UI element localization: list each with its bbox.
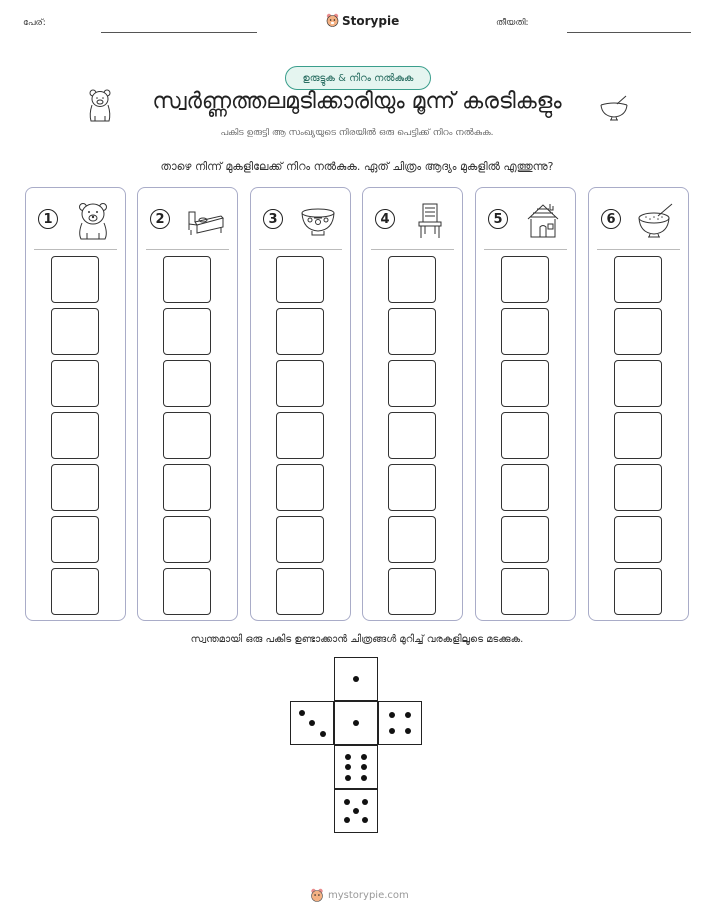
color-box[interactable] [388,516,436,563]
column-header [484,200,570,240]
date-field[interactable] [567,32,691,33]
die-pip [345,754,351,760]
color-box[interactable] [276,256,324,303]
die-pip [345,764,351,770]
fold-instruction: സ്വന്തമായി ഒരു പകിട ഉണ്ടാക്കാൻ ചിത്രങ്ങൾ മുറിച്ച് വരകളിലൂടെ മടക്കുക. [190,634,524,645]
color-box[interactable] [501,516,549,563]
column-number: 6 [601,209,621,229]
die-pip [389,728,395,734]
color-box[interactable] [388,568,436,615]
activity-tag: ഉരുട്ടുക & നിറം നൽകുക [285,66,431,90]
column-header [259,200,345,240]
color-box[interactable] [614,308,662,355]
color-box[interactable] [51,308,99,355]
color-box[interactable] [388,256,436,303]
die-face-4 [378,701,422,745]
column-divider [597,249,680,250]
bear-mascot-icon [310,888,324,903]
column-1 [25,187,126,621]
die-pip [405,728,411,734]
color-box[interactable] [614,256,662,303]
color-box[interactable] [51,360,99,407]
color-box[interactable] [51,464,99,511]
column-header [146,200,232,240]
bear-mascot-icon [326,13,339,28]
die-pip [353,808,359,814]
color-box[interactable] [163,308,211,355]
color-box[interactable] [388,308,436,355]
color-box[interactable] [501,464,549,511]
footer-site: mystorypie.com [328,890,409,901]
color-box[interactable] [163,256,211,303]
bowl-icon [297,200,339,240]
column-4 [362,187,463,621]
die-pip [309,720,315,726]
column-3 [250,187,351,621]
column-number: 2 [150,209,170,229]
chair-icon [409,200,451,240]
footer [310,888,409,903]
cottage-icon [522,200,564,240]
color-box[interactable] [614,516,662,563]
color-box[interactable] [388,464,436,511]
die-face-6 [334,745,378,789]
porridge-icon [635,200,677,240]
bear-icon [72,200,114,240]
die-face-1 [334,657,378,701]
color-box[interactable] [51,516,99,563]
die-pip [320,731,326,737]
die-pip [353,720,359,726]
color-box[interactable] [276,464,324,511]
name-label: പേര്: [23,18,46,28]
storypie-logo [326,13,399,28]
date-label: തീയതി: [496,18,529,28]
column-number: 1 [38,209,58,229]
color-box[interactable] [501,412,549,459]
color-box[interactable] [163,516,211,563]
column-number: 5 [488,209,508,229]
color-box[interactable] [501,308,549,355]
die-pip [299,710,305,716]
color-box[interactable] [388,412,436,459]
column-divider [146,249,229,250]
color-box[interactable] [276,360,324,407]
color-box[interactable] [501,360,549,407]
color-box[interactable] [614,412,662,459]
color-box[interactable] [163,568,211,615]
color-box[interactable] [51,412,99,459]
color-box[interactable] [163,464,211,511]
color-box[interactable] [51,568,99,615]
die-pip [389,712,395,718]
column-divider [484,249,567,250]
column-header [597,200,683,240]
bed-icon [184,200,226,240]
die-pip [361,764,367,770]
column-header [34,200,120,240]
color-box[interactable] [276,412,324,459]
logo-text: Storypie [342,13,400,28]
color-box[interactable] [388,360,436,407]
color-box[interactable] [276,308,324,355]
column-5 [475,187,576,621]
die-pip [353,676,359,682]
subtitle: പകിട ഉരുട്ടി ആ സംഖ്യയുടെ നിരയിൽ ഒരു പെട്ടിക്ക് നിറം നൽകുക. [220,128,494,138]
color-box[interactable] [614,464,662,511]
color-box[interactable] [276,568,324,615]
color-box[interactable] [276,516,324,563]
die-pip [344,817,350,823]
column-divider [34,249,117,250]
column-2 [137,187,238,621]
bear-icon [86,88,114,124]
color-box[interactable] [163,360,211,407]
die-pip [362,799,368,805]
color-box[interactable] [501,256,549,303]
column-6 [588,187,689,621]
die-face-3 [290,701,334,745]
die-pip [405,712,411,718]
die-face-5 [334,789,378,833]
die-pip [345,775,351,781]
die-face-1 [334,701,378,745]
column-number: 3 [263,209,283,229]
instruction: താഴെ നിന്ന് മുകളിലേക്ക് നിറം നൽകുക. ഏത് ചിത്രം ആദ്യം മുകളിൽ എത്തുന്നു? [160,160,554,173]
color-box[interactable] [51,256,99,303]
die-pip [344,799,350,805]
die-pip [362,817,368,823]
die-pip [361,754,367,760]
column-number: 4 [375,209,395,229]
page-title: സ്വർണ്ണത്തലമുടിക്കാരിയും മൂന്ന് കരടികളും [152,89,562,114]
column-header [371,200,457,240]
porridge-bowl-icon [598,93,630,121]
color-box[interactable] [614,360,662,407]
color-box[interactable] [163,412,211,459]
column-divider [371,249,454,250]
die-pip [361,775,367,781]
color-box[interactable] [501,568,549,615]
column-divider [259,249,342,250]
name-field[interactable] [101,32,257,33]
color-box[interactable] [614,568,662,615]
